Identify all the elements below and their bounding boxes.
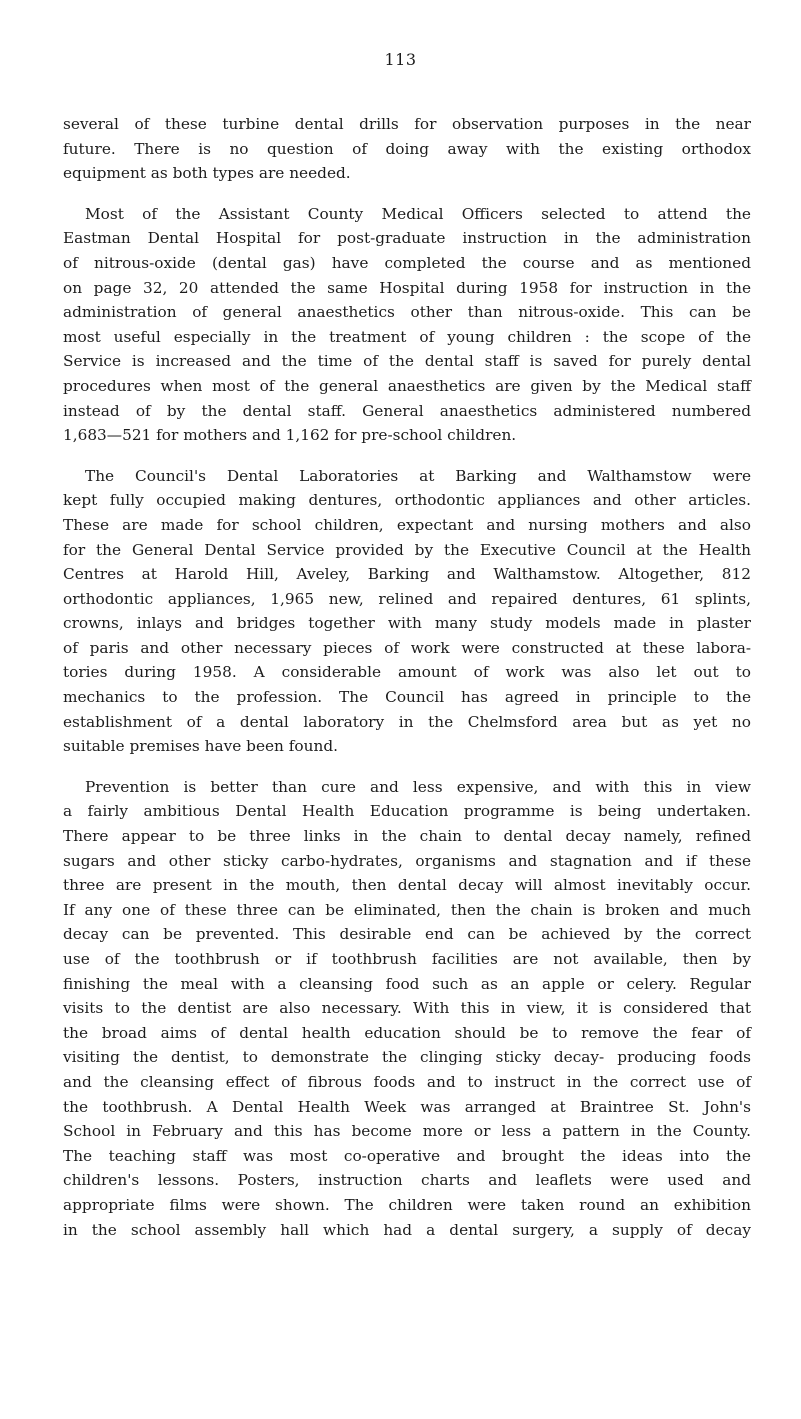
- text-line: tories during 1958. A considerable amount of work was also let out to: [63, 663, 751, 682]
- text-line: equipment as both types are needed.: [63, 164, 351, 183]
- text-line: use of the toothbrush or if toothbrush facilities are not available, then by: [63, 950, 751, 968]
- paragraph: [63, 112, 751, 186]
- text-line: for the General Dental Service provided by the Executive Council at the Health: [63, 540, 751, 559]
- paragraph: [63, 464, 751, 759]
- text-line: Eastman Dental Hospital for post-graduate instruction in the administration: [63, 229, 751, 248]
- text-line: These are made for school children, expectant and nursing mothers and also: [63, 515, 751, 534]
- text-line: mechanics to the profession. The Council has agreed in principle to the: [63, 688, 751, 707]
- text-line: in the school assembly hall which had a dental surgery, a supply of decay: [63, 1220, 751, 1239]
- text-line: procedures when most of the general anaesthetics are given by the Medical staff: [63, 376, 751, 395]
- text-line: decay can be prevented. This desirable end can be achieved by the correct: [63, 925, 751, 944]
- text-line: of paris and other necessary pieces of work were constructed at these labora-: [63, 638, 751, 657]
- paragraph: [63, 775, 751, 1242]
- text-line: visiting the dentist, to demonstrate the clinging sticky decay- producing foods: [63, 1048, 751, 1067]
- text-line: a fairly ambitious Dental Health Education programme is being undertaken.: [63, 802, 751, 821]
- text-line: The teaching staff was most co-operative and brought the ideas into the: [63, 1146, 751, 1165]
- text-line: several of these turbine dental drills for observation purposes in the near: [63, 115, 751, 133]
- text-line: School in February and this has become more or less a pattern in the County.: [63, 1122, 751, 1141]
- text-line: kept fully occupied making dentures, orthodontic appliances and other articles.: [63, 491, 751, 510]
- text-line: most useful especially in the treatment of young children : the scope of the: [63, 327, 751, 346]
- text-line: visits to the dentist are also necessary. With this in view, it is considered that: [63, 999, 751, 1018]
- text-line: establishment of a dental laboratory in the Chelmsford area but as yet no: [63, 712, 751, 731]
- text-line: The Council's Dental Laboratories at Barking and Walthamstow were: [85, 466, 751, 485]
- text-line: children's lessons. Posters, instruction charts and leaflets were used and: [63, 1171, 751, 1190]
- text-line: orthodontic appliances, 1,965 new, relined and repaired dentures, 61 splints,: [63, 589, 751, 608]
- text-line: Prevention is better than cure and less expensive, and with this in view: [85, 777, 751, 796]
- text-line: Service is increased and the time of the dental staff is saved for purely dental: [63, 352, 751, 371]
- text-line: future. There is no question of doing away with the existing orthodox: [63, 139, 751, 158]
- text-line: Most of the Assistant County Medical Officers selected to attend the: [85, 204, 751, 223]
- text-line: There appear to be three links in the chain to dental decay namely, refined: [63, 827, 751, 846]
- text-line: suitable premises have been found.: [63, 737, 339, 756]
- text-line: finishing the meal with a cleansing food such as an apple or celery. Regular: [63, 974, 751, 993]
- text-line: the broad aims of dental health education should be to remove the fear of: [63, 1023, 751, 1042]
- text-line: and the cleansing effect of fibrous foods and to instruct in the correct use of: [63, 1072, 751, 1091]
- text-line: 1,683—521 for mothers and 1,162 for pre-school children.: [63, 426, 517, 445]
- paragraph: [63, 202, 751, 448]
- text-line: on page 32, 20 attended the same Hospital during 1958 for instruction in the: [63, 278, 751, 297]
- text-line: of nitrous-oxide (dental gas) have completed the course and as mentioned: [63, 253, 751, 272]
- text-line: appropriate films were shown. The children were taken round an exhibition: [63, 1195, 751, 1214]
- text-line: Centres at Harold Hill, Aveley, Barking and Walthamstow. Altogether, 812: [63, 565, 751, 584]
- text-line: sugars and other sticky carbo-hydrates, organisms and stagnation and if these: [63, 851, 751, 870]
- text-line: the toothbrush. A Dental Health Week was arranged at Braintree St. John's: [63, 1097, 751, 1116]
- text-line: instead of by the dental staff. General anaesthetics administered numbered: [63, 401, 751, 420]
- page-body: [63, 112, 751, 1258]
- page-number: 113: [384, 50, 417, 69]
- text-line: crowns, inlays and bridges together with many study models made in plaster: [63, 614, 751, 633]
- text-line: three are present in the mouth, then dental decay will almost inevitably occur.: [63, 876, 751, 895]
- text-line: administration of general anaesthetics other than nitrous-oxide. This can be: [63, 303, 751, 322]
- text-line: If any one of these three can be eliminated, then the chain is broken and much: [63, 900, 751, 919]
